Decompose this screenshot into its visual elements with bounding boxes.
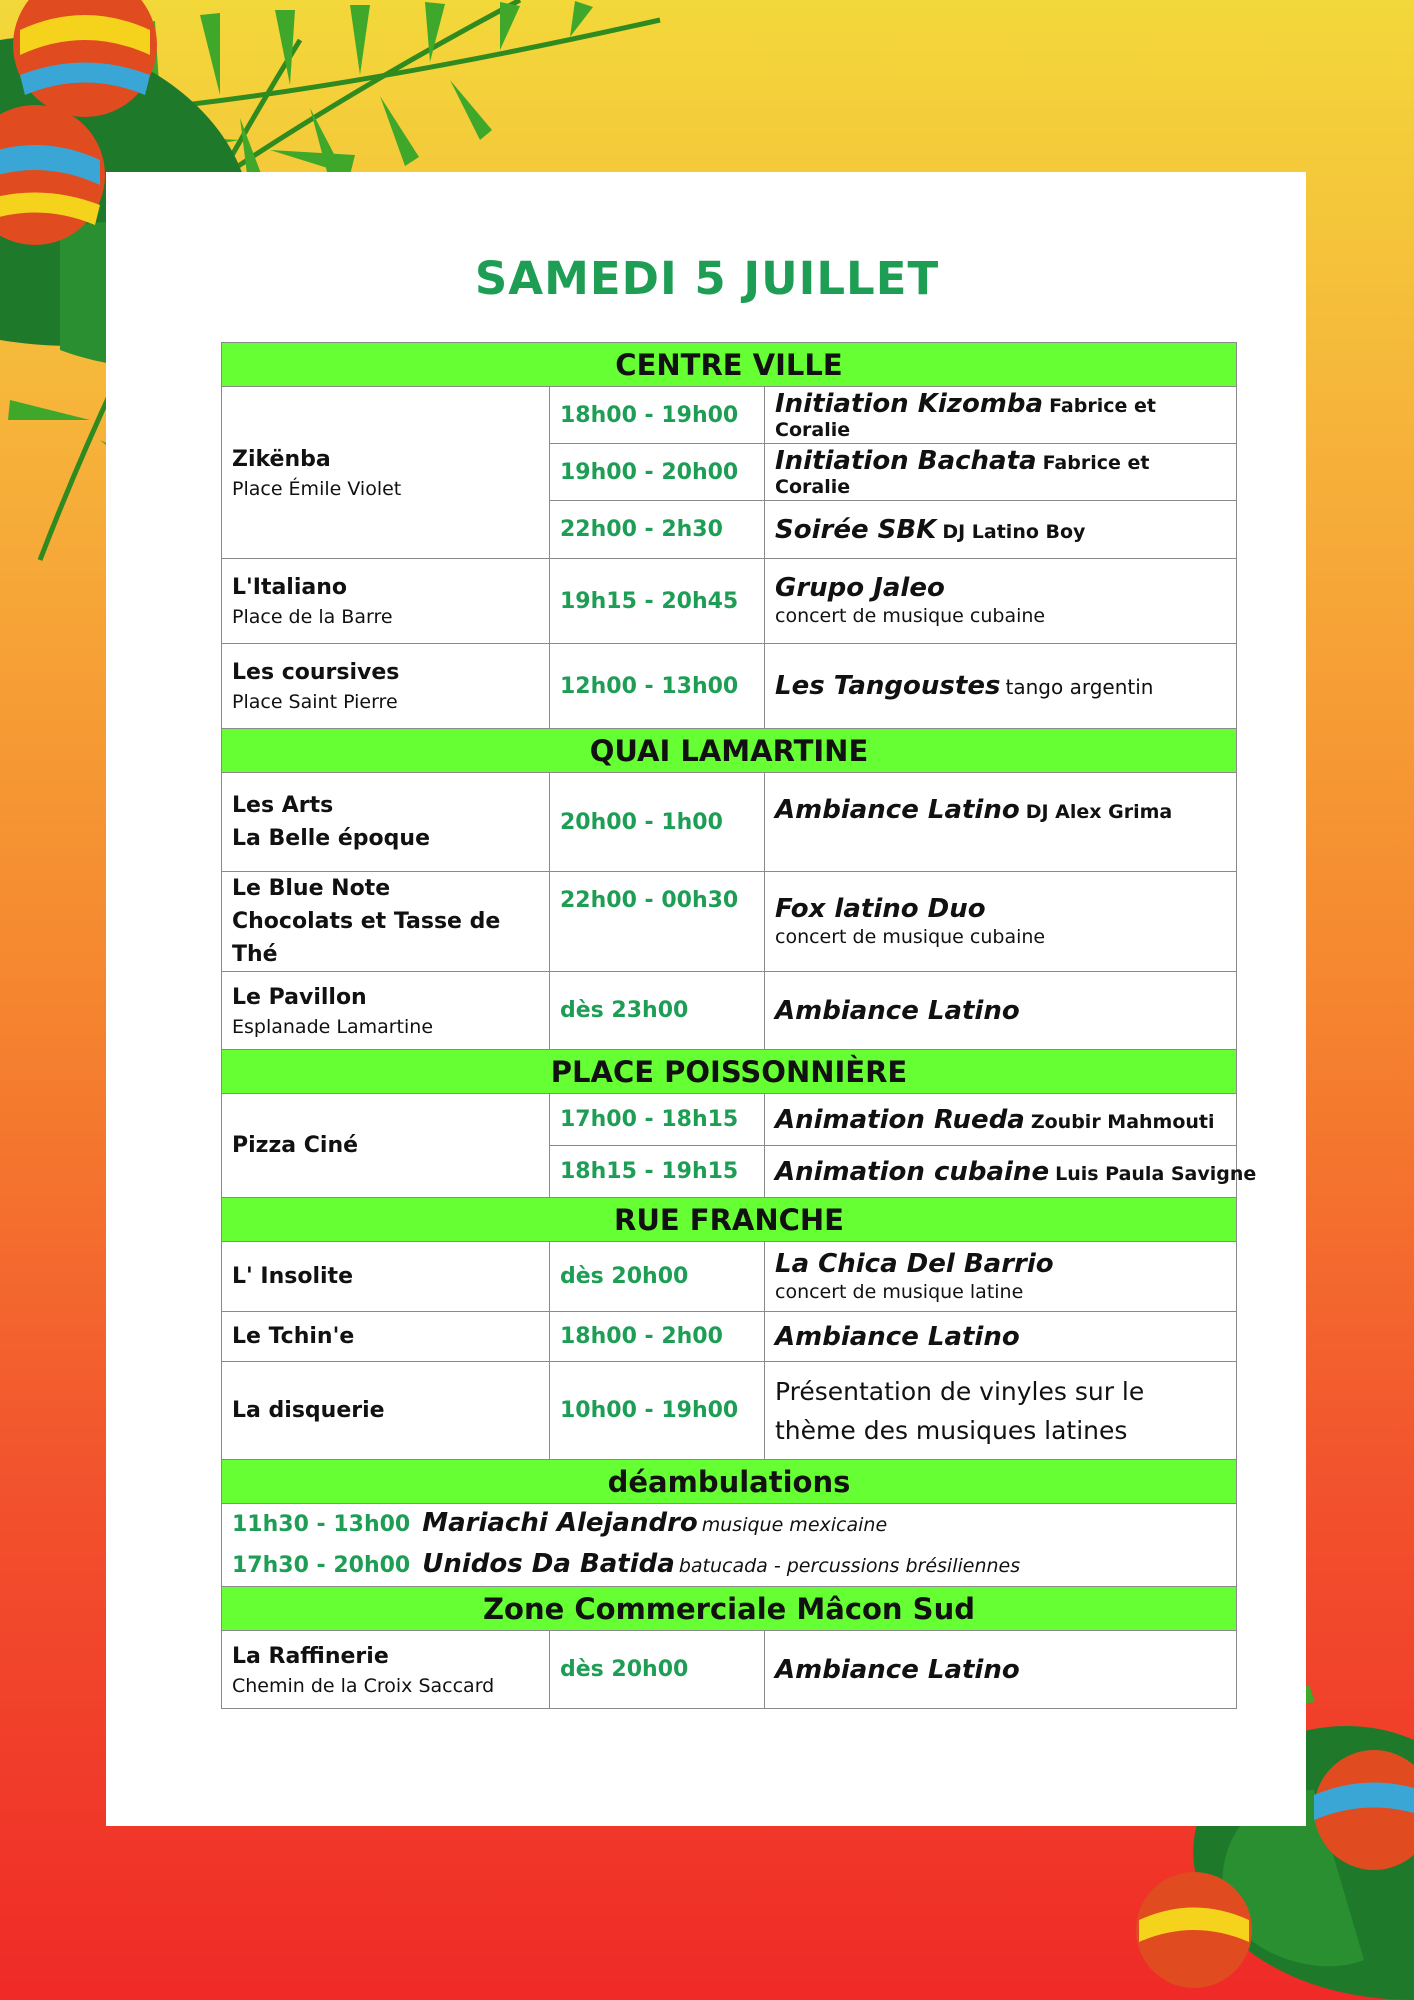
time-slot: 17h00 - 18h15: [560, 1107, 739, 1132]
venue-name: Pizza Ciné: [232, 1133, 359, 1158]
act-name: Ambiance Latino: [775, 1654, 1020, 1685]
act-description: batucada - percussions brésiliennes: [678, 1555, 1021, 1577]
table-row: [222, 972, 1237, 1050]
time-slot: 11h30 - 13h00: [232, 1512, 411, 1537]
venue-address: Place Émile Violet: [232, 477, 402, 500]
venue-name: Le Pavillon: [232, 984, 367, 1010]
table-row: [222, 644, 1237, 729]
act-name: Animation Rueda: [775, 1104, 1025, 1135]
table-row: [222, 773, 1237, 872]
act-name: Ambiance Latino: [775, 1321, 1020, 1352]
table-row: [222, 1362, 1237, 1460]
time-slot: 18h00 - 19h00: [560, 402, 739, 428]
time-slot: 22h00 - 00h30: [560, 888, 739, 913]
time-slot: 12h00 - 13h00: [560, 673, 739, 699]
time-slot: 18h15 - 19h15: [560, 1159, 739, 1184]
venue-name: L'Italiano: [232, 575, 348, 600]
venue-name: Zikënba: [232, 446, 331, 472]
venue-name: L' Insolite: [232, 1264, 353, 1289]
time-slot: 19h15 - 20h45: [560, 588, 739, 614]
act-description: concert de musique latine: [775, 1280, 1024, 1303]
time-slot: dès 23h00: [560, 998, 689, 1023]
performer: DJ Alex Grima: [1025, 801, 1173, 823]
section-title: CENTRE VILLE: [222, 343, 1237, 387]
section-title: PLACE POISSONNIÈRE: [222, 1050, 1237, 1094]
venue-name: Le Tchin'e: [232, 1324, 355, 1349]
time-slot: dès 20h00: [560, 1657, 689, 1682]
act-name: Ambiance Latino: [775, 995, 1020, 1026]
venue-name-line2: La Belle époque: [232, 826, 430, 851]
time-slot: 18h00 - 2h00: [560, 1324, 723, 1349]
section-header-deambulations: [222, 1460, 1237, 1504]
time-slot: dès 20h00: [560, 1264, 689, 1289]
act-description-line2: thème des musiques latines: [775, 1415, 1128, 1445]
act-name: Ambiance Latino: [775, 795, 1020, 825]
venue-address: Place Saint Pierre: [232, 691, 398, 713]
time-slot: 17h30 - 20h00: [232, 1553, 411, 1578]
section-header-rue-franche: [222, 1198, 1237, 1242]
act-description: Présentation de vinyles sur le: [775, 1376, 1145, 1406]
table-row: [222, 1504, 1237, 1587]
act-description: tango argentin: [1005, 675, 1154, 699]
act-name: Fox latino Duo: [775, 893, 986, 924]
time-slot: 20h00 - 1h00: [560, 809, 723, 835]
venue-cell: [222, 387, 550, 559]
page-title: SAMEDI 5 JUILLET: [474, 252, 940, 305]
section-title: RUE FRANCHE: [222, 1198, 1237, 1242]
wandering-acts-cell: [222, 1504, 1237, 1587]
venue-address: Chemin de la Croix Saccard: [232, 1674, 495, 1697]
venue-name-line2: Chocolats et Tasse de Thé: [232, 909, 501, 967]
venue-name: Les coursives: [232, 660, 400, 685]
act-name: Soirée SBK: [775, 514, 937, 545]
performer: Fabrice et Coralie: [775, 452, 1150, 498]
act-name: Unidos Da Batida: [422, 1549, 675, 1579]
table-row: [222, 872, 1237, 972]
section-header-quai-lamartine: [222, 729, 1237, 773]
time-slot: 19h00 - 20h00: [560, 459, 739, 485]
section-title: QUAI LAMARTINE: [222, 729, 1237, 773]
venue-address: Esplanade Lamartine: [232, 1015, 434, 1038]
time-slot: 10h00 - 19h00: [560, 1398, 739, 1423]
table-row: [222, 559, 1237, 644]
performer: Luis Paula Savigne: [1055, 1162, 1257, 1185]
act-name: Animation cubaine: [775, 1156, 1050, 1187]
act-name: Les Tangoustes: [775, 671, 1001, 701]
section-header-zone-commerciale: [222, 1587, 1237, 1631]
venue-address: Place de la Barre: [232, 606, 393, 628]
performer: DJ Latino Boy: [942, 520, 1086, 543]
act-description: concert de musique cubaine: [775, 605, 1046, 627]
table-row: [222, 387, 1237, 444]
section-header-place-poissonniere: [222, 1050, 1237, 1094]
time-slot: 22h00 - 2h30: [560, 517, 723, 542]
act-name: Initiation Bachata: [775, 446, 1037, 476]
venue-name: Le Blue Note: [232, 876, 391, 901]
act-name: Mariachi Alejandro: [422, 1508, 698, 1538]
table-row: [222, 1094, 1237, 1146]
venue-name: La disquerie: [232, 1398, 385, 1423]
schedule-table: [221, 342, 1257, 1709]
table-row: [222, 1242, 1237, 1312]
act-name: Grupo Jaleo: [775, 573, 945, 603]
act-name: La Chica Del Barrio: [775, 1248, 1054, 1279]
section-header-centre-ville: [222, 343, 1237, 387]
table-row: [222, 1312, 1237, 1362]
venue-name: La Raffinerie: [232, 1643, 389, 1669]
venue-name: Les Arts: [232, 793, 334, 818]
section-title: déambulations: [222, 1460, 1237, 1504]
performer: Fabrice et Coralie: [775, 395, 1156, 441]
act-name: Initiation Kizomba: [775, 389, 1044, 419]
performer: Zoubir Mahmouti: [1030, 1110, 1215, 1133]
list-item: [232, 1545, 1226, 1586]
act-description: concert de musique cubaine: [775, 925, 1046, 948]
table-row: [222, 1631, 1237, 1709]
list-item: [232, 1504, 1226, 1545]
act-description: musique mexicaine: [701, 1514, 888, 1536]
section-title: Zone Commerciale Mâcon Sud: [222, 1587, 1237, 1631]
